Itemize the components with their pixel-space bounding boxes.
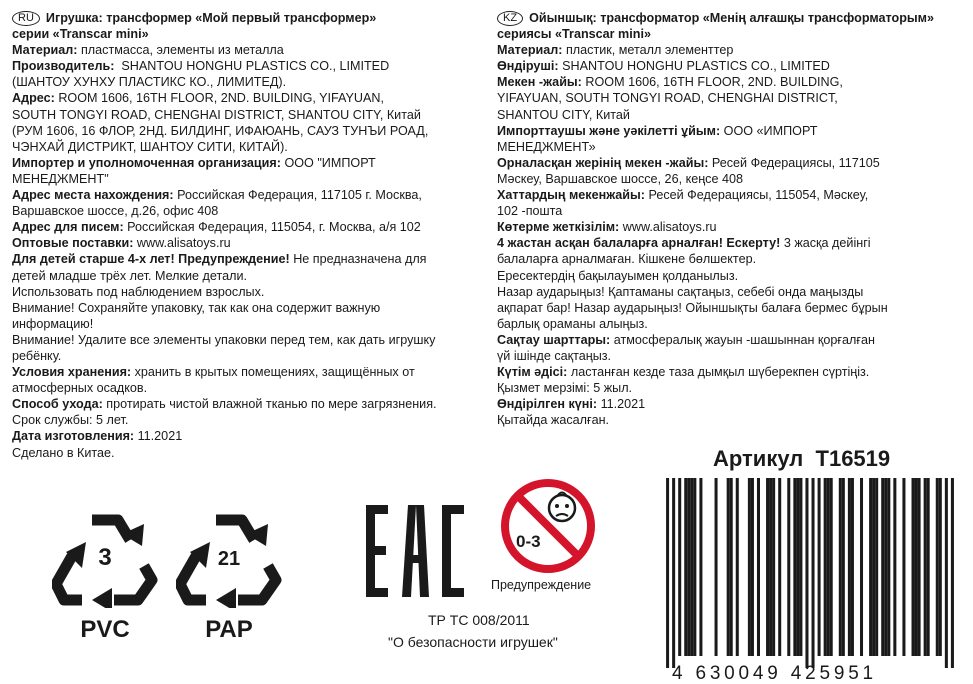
- recycle-label: PAP: [205, 616, 253, 643]
- barcode-digits: 4 630049 425951: [672, 663, 877, 684]
- ru-material: [12, 42, 532, 58]
- ru-date: [12, 428, 532, 444]
- kz-address-value-1: ROOM 1606, 16TH FLOOR, 2ND. BUILDING,: [585, 75, 843, 90]
- barcode-bar: [666, 478, 669, 668]
- barcode-bar: [918, 478, 921, 656]
- ru-address-label: Адрес:: [12, 91, 55, 106]
- barcode-bar: [884, 478, 887, 656]
- barcode-bar: [687, 478, 690, 656]
- kz-importer-value-2: МЕНЕДЖМЕНТ»: [497, 139, 596, 154]
- barcode-bar: [945, 478, 948, 668]
- barcode-bar: [927, 478, 930, 656]
- ru-manufacturer: [12, 58, 532, 74]
- barcode-bar: [796, 478, 799, 656]
- ru-material-label: Материал:: [12, 43, 78, 58]
- ru-storage-value: хранить в крытых помещениях, защищённых от: [134, 365, 415, 380]
- ru-remove-pack-2: ребёнку.: [12, 348, 62, 363]
- barcode-bar: [912, 478, 915, 656]
- barcode-bar: [757, 478, 760, 656]
- kz-address: [497, 74, 967, 90]
- barcode-bar: [824, 478, 827, 656]
- kz-material-value: пластик, металл элементтер: [565, 43, 734, 58]
- barcode-bar: [778, 478, 781, 656]
- kz-age-label: 4 жастан асқан балаларға арналған! Ескерту!: [497, 236, 781, 251]
- ru-wholesale: [12, 235, 532, 251]
- ru-address-value-1: ROOM 1606, 16TH FLOOR, 2ND. BUILDING, YIFAYUAN,: [58, 91, 384, 106]
- barcode-bar: [772, 478, 775, 656]
- recycle-code: 3: [98, 544, 112, 571]
- barcode-bar: [727, 478, 730, 656]
- warning-label: Предупреждение: [491, 578, 592, 592]
- barcode-bar: [924, 478, 927, 656]
- standard-title: "О безопасности игрушек": [388, 634, 558, 650]
- kz-title-line1: Ойыншық: трансформатор «Менің алғашқы трансформаторым»: [529, 11, 934, 25]
- ru-wholesale-link: www.alisatoys.ru: [136, 236, 231, 251]
- barcode-bar: [751, 478, 754, 656]
- ru-keep-pack-1: Внимание! Сохраняйте упаковку, так как она содержит важную: [12, 300, 381, 315]
- kz-mail-value: Ресей Федерациясы, 115054, Мәскеу,: [648, 188, 869, 203]
- recycle-code: 21: [217, 548, 241, 570]
- ru-storage-label: Условия хранения:: [12, 365, 132, 380]
- kz-keep-pack-1: Назар аударыңыз! Қаптаманы сақтаңыз, себебі онда маңызды: [497, 284, 864, 299]
- barcode-bar: [881, 478, 884, 656]
- kz-date-value: 11.2021: [600, 397, 646, 412]
- barcode-bar: [699, 478, 702, 656]
- kz-section: [497, 10, 967, 428]
- barcode-bar: [936, 478, 939, 656]
- warning-age: 0-3: [516, 532, 541, 551]
- ru-address-value-3: (РУМ 1606, 16 ФЛОР, 2НД. БИЛДИНГ, ИФАЮАНЬ, САУЗ ТУНЪИ РОАД,: [12, 123, 429, 138]
- barcode-bar: [672, 478, 675, 668]
- barcode-bar: [818, 478, 821, 656]
- barcode-bar: [860, 478, 863, 656]
- standard-code: ТР ТС 008/2011: [428, 612, 530, 628]
- kz-lang-badge: KZ: [497, 11, 523, 26]
- kz-supervision: Ересектердің бақылауымен қолданылыз.: [497, 268, 739, 283]
- ru-storage-value-2: атмосферных осадков.: [12, 381, 148, 396]
- kz-location: [497, 155, 967, 171]
- ru-keep-pack-2: информацию!: [12, 316, 94, 331]
- ru-manufacturer-label: Производитель:: [12, 59, 115, 74]
- article-code: T16519: [815, 446, 891, 471]
- barcode: [660, 478, 960, 668]
- kz-mail: [497, 187, 967, 203]
- ru-age: [12, 251, 532, 267]
- kz-title: [497, 10, 967, 26]
- age-warning-icon: [500, 478, 596, 574]
- kz-title-line2: сериясы «Transcar mini»: [497, 27, 651, 42]
- ru-importer-value-2: МЕНЕДЖМЕНТ": [12, 171, 109, 186]
- barcode-bar: [869, 478, 872, 656]
- kz-importer-label: Импорттаушы және уәкілетті ұйым:: [497, 123, 721, 138]
- barcode-bar: [812, 478, 815, 668]
- ru-manufacturer-translit: (ШАНТОУ ХУНХУ ПЛАСТИКС КО., ЛИМИТЕД).: [12, 75, 287, 90]
- ru-address-value-4: ЧЭНХАЙ ДИСТРИКТ, ШАНТОУ СИТИ, КИТАЙ).: [12, 139, 288, 154]
- barcode-bar: [842, 478, 845, 656]
- ru-section: [12, 10, 532, 461]
- ru-mail-label: Адрес для писем:: [12, 220, 124, 235]
- kz-storage: [497, 332, 967, 348]
- barcode-bar: [715, 478, 718, 656]
- barcode-bar: [693, 478, 696, 656]
- kz-manufacturer-label: Өндіруші:: [497, 59, 559, 74]
- kz-importer: [497, 123, 967, 139]
- kz-address-value-2: YIFAYUAN, SOUTH TONGYI ROAD, CHENGHAI DISTRICT,: [497, 91, 838, 106]
- barcode-bar: [827, 478, 830, 656]
- barcode-bar: [748, 478, 751, 656]
- barcode-bar: [848, 478, 851, 656]
- ru-material-value: пластмасса, элементы из металла: [80, 43, 284, 58]
- kz-location-value: Ресей Федерациясы, 117105: [711, 155, 880, 170]
- ru-wholesale-label: Оптовые поставки:: [12, 236, 134, 251]
- barcode-bar: [766, 478, 769, 656]
- kz-date-label: Өндірілген күні:: [497, 397, 598, 412]
- ru-mail-value: Российская Федерация, 115054, г. Москва, а/я 102: [127, 220, 421, 235]
- ru-address: [12, 90, 532, 106]
- ru-location: [12, 187, 532, 203]
- kz-manufacturer-value: SHANTOU HONGHU PLASTICS CO., LIMITED: [562, 59, 830, 74]
- barcode-bar: [839, 478, 842, 656]
- ru-title-line2: серии «Transcar mini»: [12, 27, 149, 42]
- ru-address-value-2: SOUTH TONGYI ROAD, CHENGHAI DISTRICT, SHANTOU CITY, Китай: [12, 107, 421, 122]
- ru-care: [12, 396, 532, 412]
- barcode-bar: [872, 478, 875, 656]
- kz-location-value-2: Мәскеу, Варшавское шоссе, 26, кеңсе 408: [497, 171, 743, 186]
- ru-manufacturer-value: SHANTOU HONGHU PLASTICS CO., LIMITED: [121, 59, 390, 74]
- barcode-bar: [787, 478, 790, 656]
- kz-address-value-3: SHANTOU CITY, Китай: [497, 107, 630, 122]
- ru-made-in: Сделано в Китае.: [12, 445, 115, 460]
- barcode-bar: [951, 478, 954, 668]
- ru-age-value: Не предназначена для: [293, 252, 427, 267]
- barcode-bar: [915, 478, 918, 656]
- barcode-bar: [805, 478, 808, 668]
- kz-keep-pack-2: ақпарат бар! Назар аударыңыз! Ойыншықты балаға бермес бұрын: [497, 300, 888, 315]
- ru-care-label: Способ ухода:: [12, 397, 103, 412]
- kz-age-value-2: балаларға арналмаған. Кішкене бөлшектер.: [497, 252, 757, 267]
- barcode-bar: [690, 478, 693, 656]
- barcode-bar: [887, 478, 890, 656]
- ru-location-value-2: Варшавское шоссе, д.26, офис 408: [12, 204, 219, 219]
- article-label: Артикул: [713, 446, 804, 471]
- ru-care-value: протирать чистой влажной тканью по мере загрязнения.: [106, 397, 437, 412]
- ru-date-label: Дата изготовления:: [12, 429, 135, 444]
- kz-care-value: ластанған кезде таза дымқыл шүберекпен сүртіңіз.: [570, 365, 870, 380]
- ru-importer-label: Импортер и уполномоченная организация:: [12, 155, 281, 170]
- kz-material: [497, 42, 967, 58]
- kz-storage-label: Сақтау шарттары:: [497, 332, 611, 347]
- kz-material-label: Материал:: [497, 43, 563, 58]
- ru-remove-pack-1: Внимание! Удалите все элементы упаковки перед тем, как дать игрушку: [12, 332, 436, 347]
- ru-title-line1: Игрушка: трансформер «Мой первый трансформер»: [45, 11, 377, 25]
- recycle-pvc-icon: [52, 508, 158, 608]
- barcode-bars: [660, 478, 960, 668]
- article-number: [713, 446, 890, 472]
- kz-address-label: Мекен -жайы:: [497, 75, 582, 90]
- recycle-pap-icon: [176, 508, 282, 608]
- barcode-bar: [730, 478, 733, 656]
- kz-keep-pack-3: барлық ораманы алыңыз.: [497, 316, 648, 331]
- barcode-bar: [851, 478, 854, 656]
- kz-mail-value-2: 102 -пошта: [497, 204, 563, 219]
- kz-importer-value: ООО «ИМПОРТ: [723, 123, 818, 138]
- kz-delivery-label: Көтерме жеткізілім:: [497, 220, 620, 235]
- ru-age-value-2: детей младше трёх лет. Мелкие детали.: [12, 268, 247, 283]
- ru-storage: [12, 364, 532, 380]
- ru-location-label: Адрес места нахождения:: [12, 188, 174, 203]
- ru-location-value: Российская Федерация, 117105 г. Москва,: [177, 188, 422, 203]
- kz-storage-value-2: үй ішінде сақтаңыз.: [497, 348, 612, 363]
- kz-date: [497, 396, 967, 412]
- barcode-bar: [830, 478, 833, 656]
- barcode-bar: [678, 478, 681, 656]
- kz-delivery-link: www.alisatoys.ru: [622, 220, 717, 235]
- barcode-bar: [793, 478, 796, 656]
- barcode-bar: [939, 478, 942, 656]
- recycle-label: PVC: [80, 616, 130, 643]
- ru-lang-badge: RU: [12, 11, 40, 26]
- ru-supervision: Использовать под наблюдением взрослых.: [12, 284, 265, 299]
- kz-care: [497, 364, 967, 380]
- ru-title: [12, 10, 532, 26]
- eac-mark-icon: [366, 505, 464, 602]
- barcode-bar: [736, 478, 739, 656]
- ru-age-label: Для детей старше 4-х лет! Предупреждение!: [12, 252, 290, 267]
- barcode-bar: [893, 478, 896, 656]
- kz-made-in: Қытайда жасалған.: [497, 413, 610, 428]
- kz-mail-label: Хаттардың мекенжайы:: [497, 188, 645, 203]
- kz-delivery: [497, 219, 967, 235]
- kz-manufacturer: [497, 58, 967, 74]
- kz-age: [497, 235, 967, 251]
- kz-care-label: Күтім әдісі:: [497, 365, 568, 380]
- barcode-bar: [902, 478, 905, 656]
- barcode-bar: [684, 478, 687, 656]
- ru-service-life: Срок службы: 5 лет.: [12, 413, 129, 428]
- barcode-bar: [769, 478, 772, 656]
- kz-storage-value: атмосфералық жауын -шашыннан қорғалған: [613, 332, 875, 347]
- barcode-bar: [799, 478, 802, 656]
- ru-date-value: 11.2021: [137, 429, 183, 444]
- barcode-bar: [875, 478, 878, 656]
- kz-age-value: 3 жасқа дейінгі: [783, 236, 871, 251]
- ru-importer: [12, 155, 532, 171]
- ru-mail: [12, 219, 532, 235]
- kz-service-life: Қызмет мерзімі: 5 жыл.: [497, 381, 633, 396]
- kz-location-label: Орналасқан жерінің мекен -жайы:: [497, 155, 709, 170]
- ru-importer-value: ООО "ИМПОРТ: [284, 155, 376, 170]
